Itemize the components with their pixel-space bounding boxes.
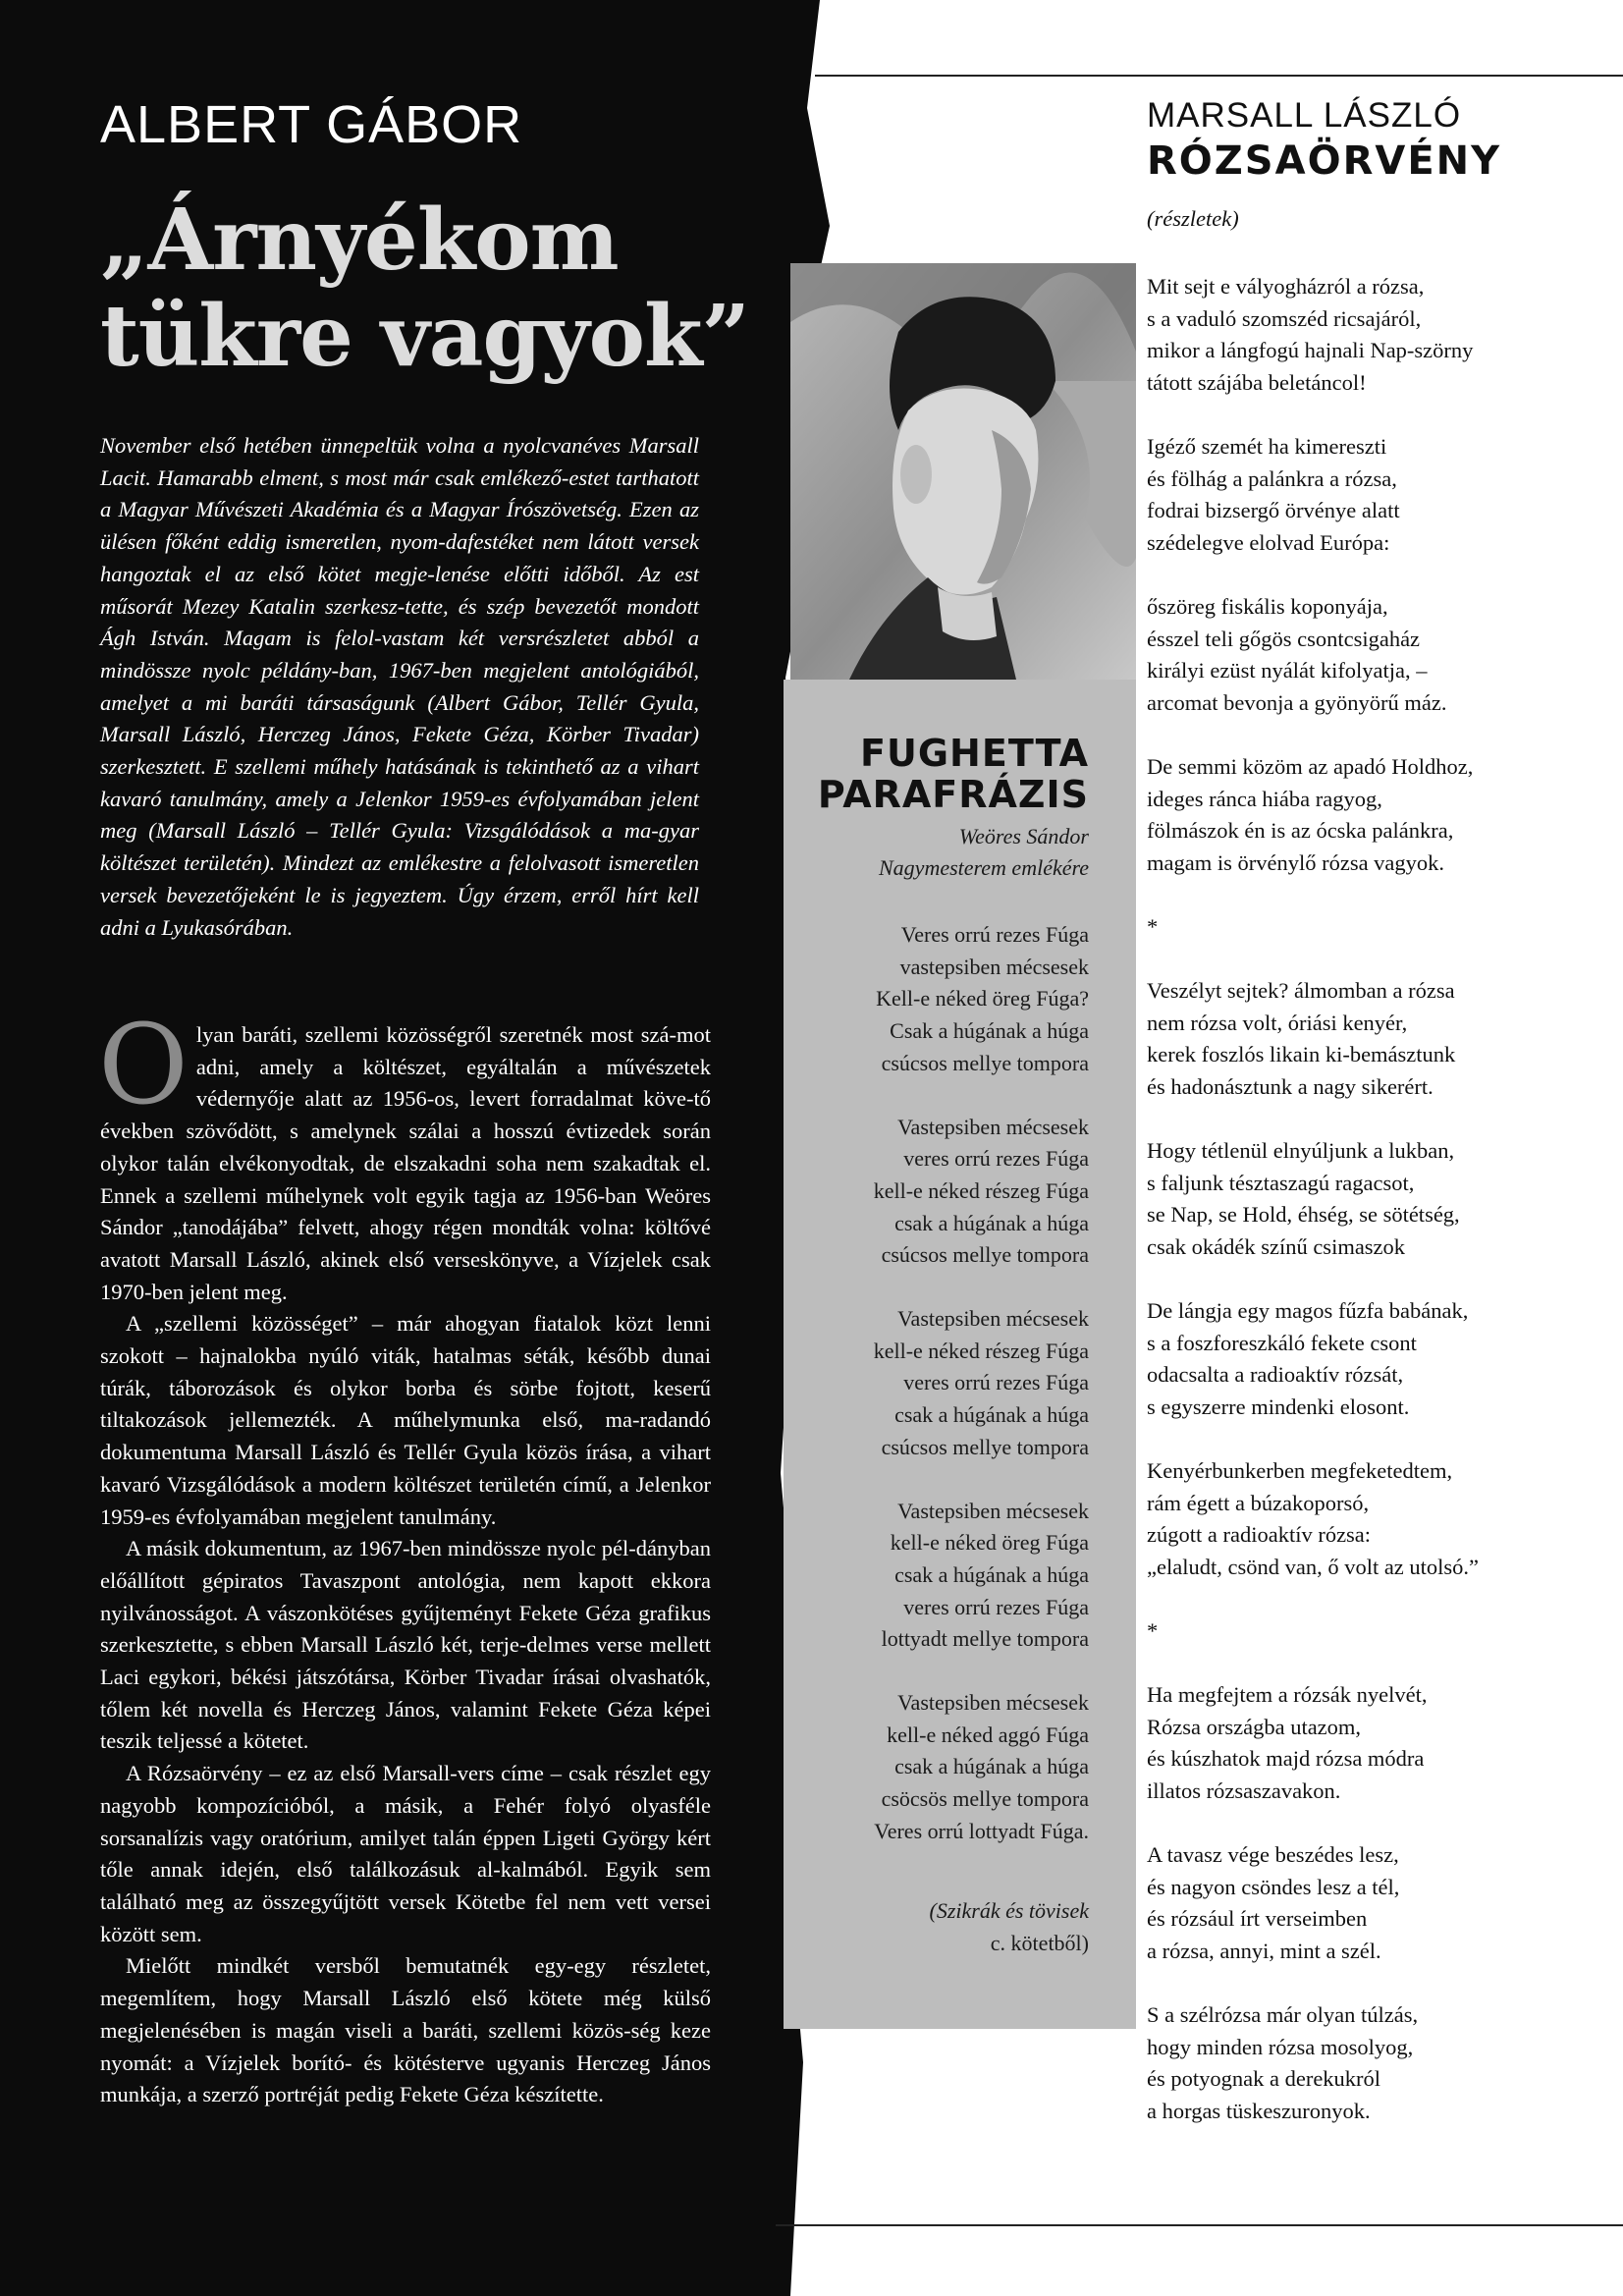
body-paragraph xyxy=(98,1002,711,1308)
dedication-line: Weöres Sándor xyxy=(958,824,1089,848)
poem-line: s faljunk tésztaszagú ragacsot, xyxy=(1147,1170,1415,1195)
poem-line: fodrai bizsergő örvénye alatt xyxy=(1147,498,1400,523)
poem-line: odacsalta a radioaktív rózsát, xyxy=(1147,1362,1404,1388)
top-rule xyxy=(815,75,1623,77)
right-poem-title: RÓZSAÖRVÉNY xyxy=(1147,138,1502,184)
bottom-rule xyxy=(776,2224,1623,2226)
portrait-photo xyxy=(790,263,1136,680)
poem-stanza xyxy=(755,1303,1089,1464)
poem-line: és fölhág a palánkra a rózsa, xyxy=(1147,465,1397,491)
poem-stanza xyxy=(755,919,1089,1080)
poem-line: szédelegve elolvad Európa: xyxy=(1147,529,1390,555)
poem-stanza xyxy=(1147,591,1579,719)
poem-line: s a vaduló szomszéd ricsajáról, xyxy=(1147,305,1422,331)
fughetta-title-line: FUGHETTA xyxy=(860,732,1089,775)
poem-line: Igéző szemét ha kimereszti xyxy=(1147,433,1387,459)
poem-line: csak a húgának a húga xyxy=(894,1754,1089,1779)
poem-line: és potyognak a derekukról xyxy=(1147,2066,1381,2092)
poem-line: vastepsiben mécsesek xyxy=(899,954,1089,979)
poem-stanza xyxy=(1147,1839,1579,1967)
poem-line: Vastepsiben mécsesek xyxy=(897,1114,1089,1139)
fughetta-title-line: PARAFRÁZIS xyxy=(817,773,1089,816)
poem-line: Rózsa országba utazom, xyxy=(1147,1714,1362,1739)
poem-line: hogy minden rózsa mosolyog, xyxy=(1147,2034,1414,2059)
poem-stanza xyxy=(1147,271,1579,399)
poem-stanza xyxy=(1147,1135,1579,1263)
poem-line: veres orrú rezes Fúga xyxy=(903,1370,1089,1395)
poem-line: csúcsos mellye tompora xyxy=(881,1242,1089,1268)
poem-line: kell-e néked részeg Fúga xyxy=(873,1338,1089,1363)
poem-line: tátott szájába beletáncol! xyxy=(1147,369,1367,395)
poem-line: Hogy tétlenül elnyúljunk a lukban, xyxy=(1147,1138,1455,1164)
poem-line: * xyxy=(1147,1617,1159,1643)
source-line: (Szikrák és tövisek xyxy=(929,1898,1089,1923)
poem-line: zúgott a radioaktív rózsa: xyxy=(1147,1522,1372,1548)
poem-line: veres orrú rezes Fúga xyxy=(903,1594,1089,1619)
poem-stanza xyxy=(1147,1679,1579,1807)
poem-line: De semmi közöm az apadó Holdhoz, xyxy=(1147,753,1474,779)
poem-line: Mit sejt e vályogházról a rózsa, xyxy=(1147,274,1425,299)
poem-line: kell-e néked öreg Fúga xyxy=(890,1530,1089,1556)
poem-line: csak a húgának a húga xyxy=(894,1561,1089,1587)
fughetta-dedication xyxy=(879,821,1089,884)
poem-stanza xyxy=(755,1687,1089,1848)
poem-line: Kenyérbunkerben megfeketedtem, xyxy=(1147,1457,1453,1483)
poem-line: Kell-e néked öreg Fúga? xyxy=(876,986,1089,1011)
poem-line: csak a húgának a húga xyxy=(894,1210,1089,1235)
poem-stanza xyxy=(1147,1999,1579,2127)
poem-line: őszöreg fiskális koponyája, xyxy=(1147,593,1388,619)
poem-line: mikor a lángfogú hajnali Nap-szörny xyxy=(1147,338,1474,363)
poem-stanza xyxy=(1147,975,1579,1103)
poem-line: és kúszhatok majd rózsa módra xyxy=(1147,1746,1425,1772)
poem-stanza xyxy=(755,1496,1089,1657)
poem-line: fölmászok én is az ócska palánkra, xyxy=(1147,818,1454,844)
poem-line: magam is örvénylő rózsa vagyok. xyxy=(1147,849,1445,875)
poem-line: arcomat bevonja a gyönyörű máz. xyxy=(1147,689,1447,715)
poem-stanza xyxy=(1147,1455,1579,1583)
poem-line: és nagyon csöndes lesz a tél, xyxy=(1147,1874,1400,1899)
rozsaorveny-poem xyxy=(1147,271,1579,2159)
poem-line: * xyxy=(1147,913,1159,939)
poem-line: csak a húgának a húga xyxy=(894,1402,1089,1428)
left-article-title xyxy=(100,192,787,385)
right-author: MARSALL LÁSZLÓ xyxy=(1147,96,1462,135)
poem-line: De lángja egy magos fűzfa babának, xyxy=(1147,1298,1469,1323)
poem-line: „elaludt, csönd van, ő volt az utolsó.” xyxy=(1147,1554,1480,1579)
poem-line: csak okádék színű csimaszok xyxy=(1147,1233,1406,1259)
left-author: ALBERT GÁBOR xyxy=(100,95,523,154)
poem-line: királyi ezüst nyálát kifolyatja, – xyxy=(1147,658,1428,683)
portrait-photo-graphic xyxy=(790,263,1136,680)
poem-line: rám égett a búzakoporsó, xyxy=(1147,1490,1370,1515)
dedication-line: Nagymesterem emlékére xyxy=(879,855,1089,880)
poem-line: és hadonásztunk a nagy sikerért. xyxy=(1147,1073,1434,1099)
poem-line: Veres orrú rezes Fúga xyxy=(900,922,1089,947)
poem-line: a horgas tüskeszuronyok. xyxy=(1147,2098,1371,2123)
poem-line: Veres orrú lottyadt Fúga. xyxy=(874,1818,1089,1843)
poem-line: s egyszerre mindenki elosont. xyxy=(1147,1394,1410,1419)
body-paragraph: A „szellemi közösséget” – már ahogyan fiatalok közt lenni szokott – hajnalokba nyúló viták, hatalmas séták, később dunai túrák, táborozások és olykor borba és sörbe fojtott, keserű tiltakozások jellemezték. A műhelymunka első, ma-radandó dokumentuma Marsall László és Tellér Gyula közös írása, a vihart kavaró Vizsgálódások a modern költészet területén című, a Jelenkor 1959-es évfolyamában megjelent tanulmány. xyxy=(100,1311,711,1529)
poem-line: ésszel teli gőgös csontcsigaház xyxy=(1147,626,1421,651)
left-body xyxy=(98,1002,711,2111)
poem-stanza xyxy=(1147,911,1579,944)
poem-stanza xyxy=(755,1112,1089,1273)
poem-line: s a foszforeszkáló fekete csont xyxy=(1147,1330,1417,1355)
right-poem-note: (részletek) xyxy=(1147,206,1239,231)
poem-line: ideges ránca hiába ragyog, xyxy=(1147,786,1382,811)
poem-line: kerek foszlós likain ki-bemásztunk xyxy=(1147,1042,1456,1067)
body-paragraph-text: lyan baráti, szellemi közösségről szeretnék most szá-mot adni, amely a költészet, egyáltalán a művészetek védernyője alatt az 1956-os, levert forradalmat köve-tő években szövődött, s amelynek szálai a hosszú évtizedek során olykor talán elvékonyodtak, de elszakadni soha nem szakadtak el. Ennek a szellemi műhelynek volt egyik tagja az 1956-ban Weöres Sándor „tanodájába” felvett, ahogy régen mondták volna: költővé avatott Marsall László, akinek első verseskönyve, a Vízjelek csak 1970-ben jelent meg. xyxy=(100,1022,711,1304)
poem-line: Vastepsiben mécsesek xyxy=(897,1306,1089,1332)
fughetta-poem xyxy=(755,919,1089,1880)
body-paragraph: A Rózsaörvény – ez az első Marsall-vers címe – csak részlet egy nagyobb kompozícióból, a másik, a Fehér folyó olyasféle sorsanalízis vagy oratórium, amilyet talán éppen Ligeti György kért tőle annak idején, első találkozásuk al-kalmából. Egyik sem található meg az összegyűjtött versek Kötetbe fel nem vett versei között sem. xyxy=(100,1761,711,1946)
poem-line: Ha megfejtem a rózsák nyelvét, xyxy=(1147,1682,1428,1708)
poem-line: A tavasz vége beszédes lesz, xyxy=(1147,1842,1399,1868)
fughetta-source xyxy=(930,1895,1090,1959)
poem-line: csúcsos mellye tompora xyxy=(881,1050,1089,1075)
source-line: c. kötetből) xyxy=(990,1930,1089,1955)
drop-cap: O xyxy=(98,1002,189,1129)
poem-line: se Nap, se Hold, éhség, se sötétség, xyxy=(1147,1202,1460,1228)
poem-line: csúcsos mellye tompora xyxy=(881,1434,1089,1459)
poem-line: csöcsös mellye tompora xyxy=(881,1786,1089,1812)
poem-line: Vastepsiben mécsesek xyxy=(897,1690,1089,1716)
poem-line: és rózsául írt verseimben xyxy=(1147,1906,1368,1932)
poem-line: veres orrú rezes Fúga xyxy=(903,1146,1089,1172)
poem-line: nem rózsa volt, óriási kenyér, xyxy=(1147,1010,1408,1035)
poem-stanza xyxy=(1147,431,1579,559)
body-paragraph: Mielőtt mindkét versből bemutatnék egy-egy részletet, megemlítem, hogy Marsall László első kötete még külső megjelenésében is magán viseli a baráti, szellemi közös-ség keze nyomát: a Vízjelek borító- és kötésterve ugyanis Herczeg János munkája, a szerző portréját pedig Fekete Géza készítette. xyxy=(100,1953,711,2107)
poem-line: lottyadt mellye tompora xyxy=(881,1626,1089,1652)
left-title-line: „Árnyékom xyxy=(100,191,619,290)
body-paragraph: A másik dokumentum, az 1967-ben mindössze nyolc pél-dányban előállított gépiratos Tavaszpont antológia, nem kapott ekkora nyilvánosságot. A vászonkötéses gyűjteményt Fekete Géza grafikus szerkesztette, s ebben Marsall László két, terje-delmes verse mellett Laci egykori, békési játszótársa, Körber Tivadar írásai olvashatók, tőlem két novella és Herczeg János, valamint Fekete Géza képei teszik teljessé a kötetet. xyxy=(100,1536,711,1754)
poem-line: illatos rózsaszavakon. xyxy=(1147,1777,1341,1803)
left-intro: November első hetében ünnepeltük volna a nyolcvanéves Marsall Lacit. Hamarabb elment, s most már csak emlékező-estet tarthatott a Magyar Művészeti Akadémia és a Magyar Írószövetség. Ezen az ülésen főként eddig ismeretlen, nyom-dafestéket nem látott versek hangoztak el az első kötet megje-lenése előtti időből. Az est műsorát Mezey Katalin szerkesz-tette, és szép bevezetőt mondott Ágh István. Magam is felol-vastam két versrészletet abból a mindössze nyolc példány-ban, 1967-ben megjelent antológiából, amelyet a mi baráti társaságunk (Albert Gábor, Tellér Gyula, Marsall László, Herczeg János, Fekete Géza, Körber Tivadar) szerkesztett. E szellemi műhely hatásának is tekinthető az a vihart kavaró tanulmány, amely a Jelenkor 1959-es évfolyamában jelent meg (Marsall László – Tellér Gyula: Vizsgálódások a ma-gyar költészet területén). Mindezt az emlékestre a felolvasott ismeretlen versek bevezetőjeként le is jegyeztem. Úgy érzem, erről hírt kell adni a Lyukasórában. xyxy=(100,433,699,940)
poem-stanza xyxy=(1147,751,1579,879)
poem-line: kell-e néked részeg Fúga xyxy=(873,1177,1089,1203)
poem-line: Veszélyt sejtek? álmomban a rózsa xyxy=(1147,978,1455,1004)
fughetta-title xyxy=(818,733,1089,815)
poem-stanza xyxy=(1147,1295,1579,1423)
poem-line: a rózsa, annyi, mint a szél. xyxy=(1147,1938,1381,1963)
poem-line: kell-e néked aggó Fúga xyxy=(887,1722,1089,1747)
poem-line: Csak a húgának a húga xyxy=(890,1018,1089,1044)
poem-line: Vastepsiben mécsesek xyxy=(897,1498,1089,1523)
poem-line: S a szélrózsa már olyan túlzás, xyxy=(1147,2002,1419,2028)
left-title-line: tükre vagyok” xyxy=(100,287,750,386)
poem-stanza xyxy=(1147,1615,1579,1648)
